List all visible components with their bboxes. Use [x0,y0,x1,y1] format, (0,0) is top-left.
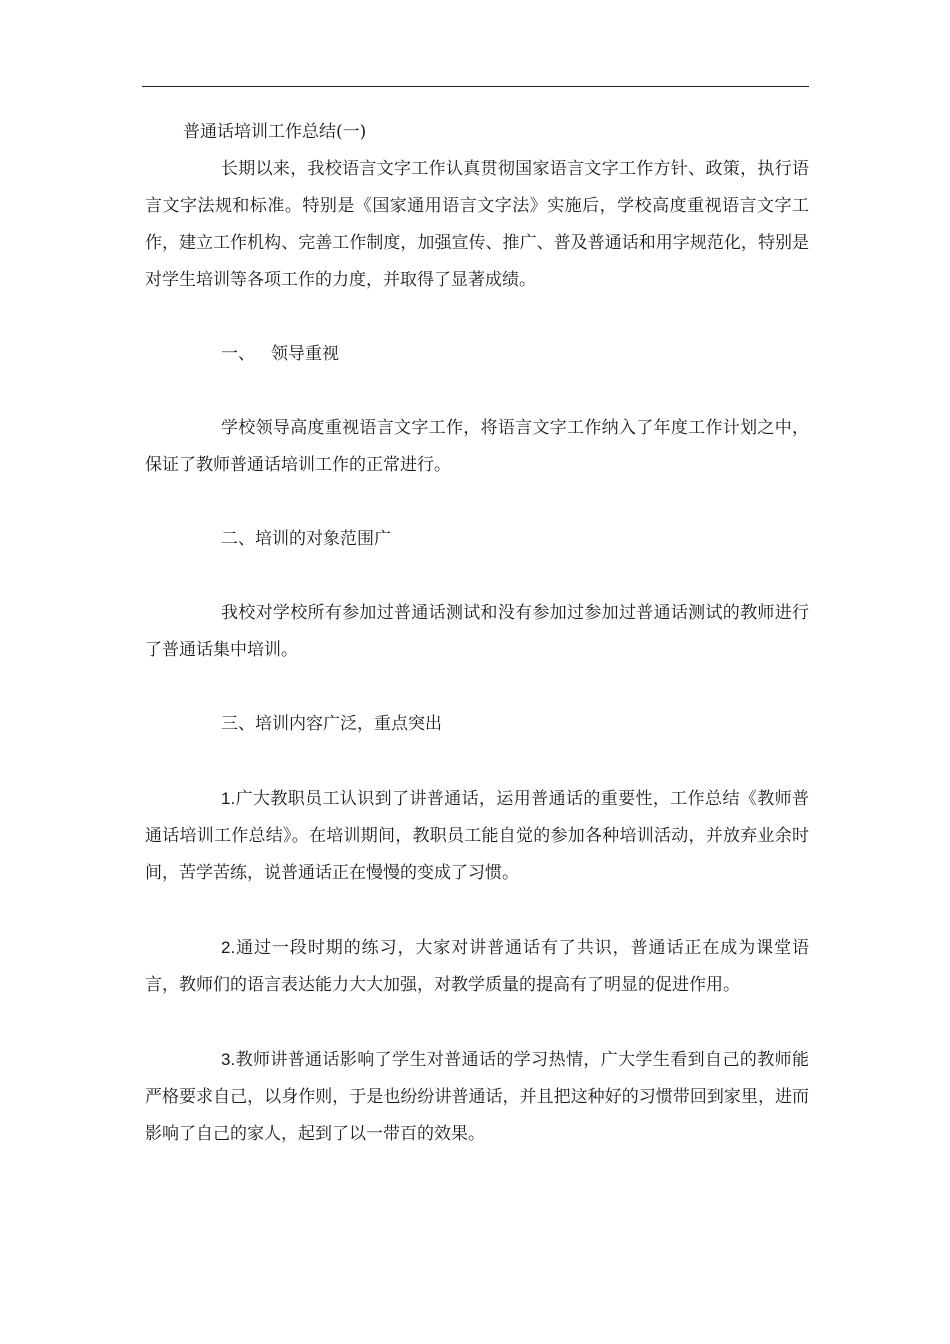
intro-paragraph: 长期以来，我校语言文字工作认真贯彻国家语言文字工作方针、政策，执行语言文字法规和标准。特别是《国家通用语言文字法》实施后，学校高度重视语言文字工作，建立工作机构、完善工作制度，加强宣传、推广、普及普通话和用字规范化，特别是对学生培训等各项工作的力度，并取得了显著成绩。 [145,159,809,290]
section-1-number: 一、 [221,344,255,364]
list-item-2 [145,929,809,1004]
list-item-3-number: 3. [221,1050,236,1069]
document-body [145,114,809,1153]
list-item-3 [145,1041,809,1153]
list-item-2-number: 2. [221,938,236,957]
list-item-1 [145,780,809,892]
section-2-heading: 二、培训的对象范围广 [221,529,391,549]
section-1-heading [145,336,809,373]
section-3-heading: 三、培训内容广泛，重点突出 [221,714,442,734]
section-2-paragraph: 我校对学校所有参加过普通话测试和没有参加过参加过普通话测试的教师进行了普通话集中培训。 [145,603,809,660]
list-item-2-text: 通过一段时期的练习，大家对讲普通话有了共识，普通话正在成为课堂语言，教师们的语言表达能力大大加强，对教学质量的提高有了明显的促进作用。 [145,938,809,995]
list-item-1-text: 广大教职员工认识到了讲普通话，运用普通话的重要性，工作总结《教师普通话培训工作总结》。在培训期间，教职员工能自觉的参加各种培训活动，并放弃业余时间，苦学苦练，说普通话正在慢慢的变成了习惯。 [145,789,809,883]
section-1-paragraph: 学校领导高度重视语言文字工作，将语言文字工作纳入了年度工作计划之中，保证了教师普通话培训工作的正常进行。 [145,418,809,475]
list-item-3-text: 教师讲普通话影响了学生对普通话的学习热情，广大学生看到自己的教师能严格要求自己，以身作则，于是也纷纷讲普通话，并且把这种好的习惯带回到家里，进而影响了自己的家人，起到了以一带百的效果。 [145,1050,809,1144]
list-item-1-number: 1. [221,789,236,808]
header-rule [142,86,809,87]
section-1-title: 领导重视 [271,344,339,364]
document-title: 普通话培训工作总结(一) [183,122,367,142]
